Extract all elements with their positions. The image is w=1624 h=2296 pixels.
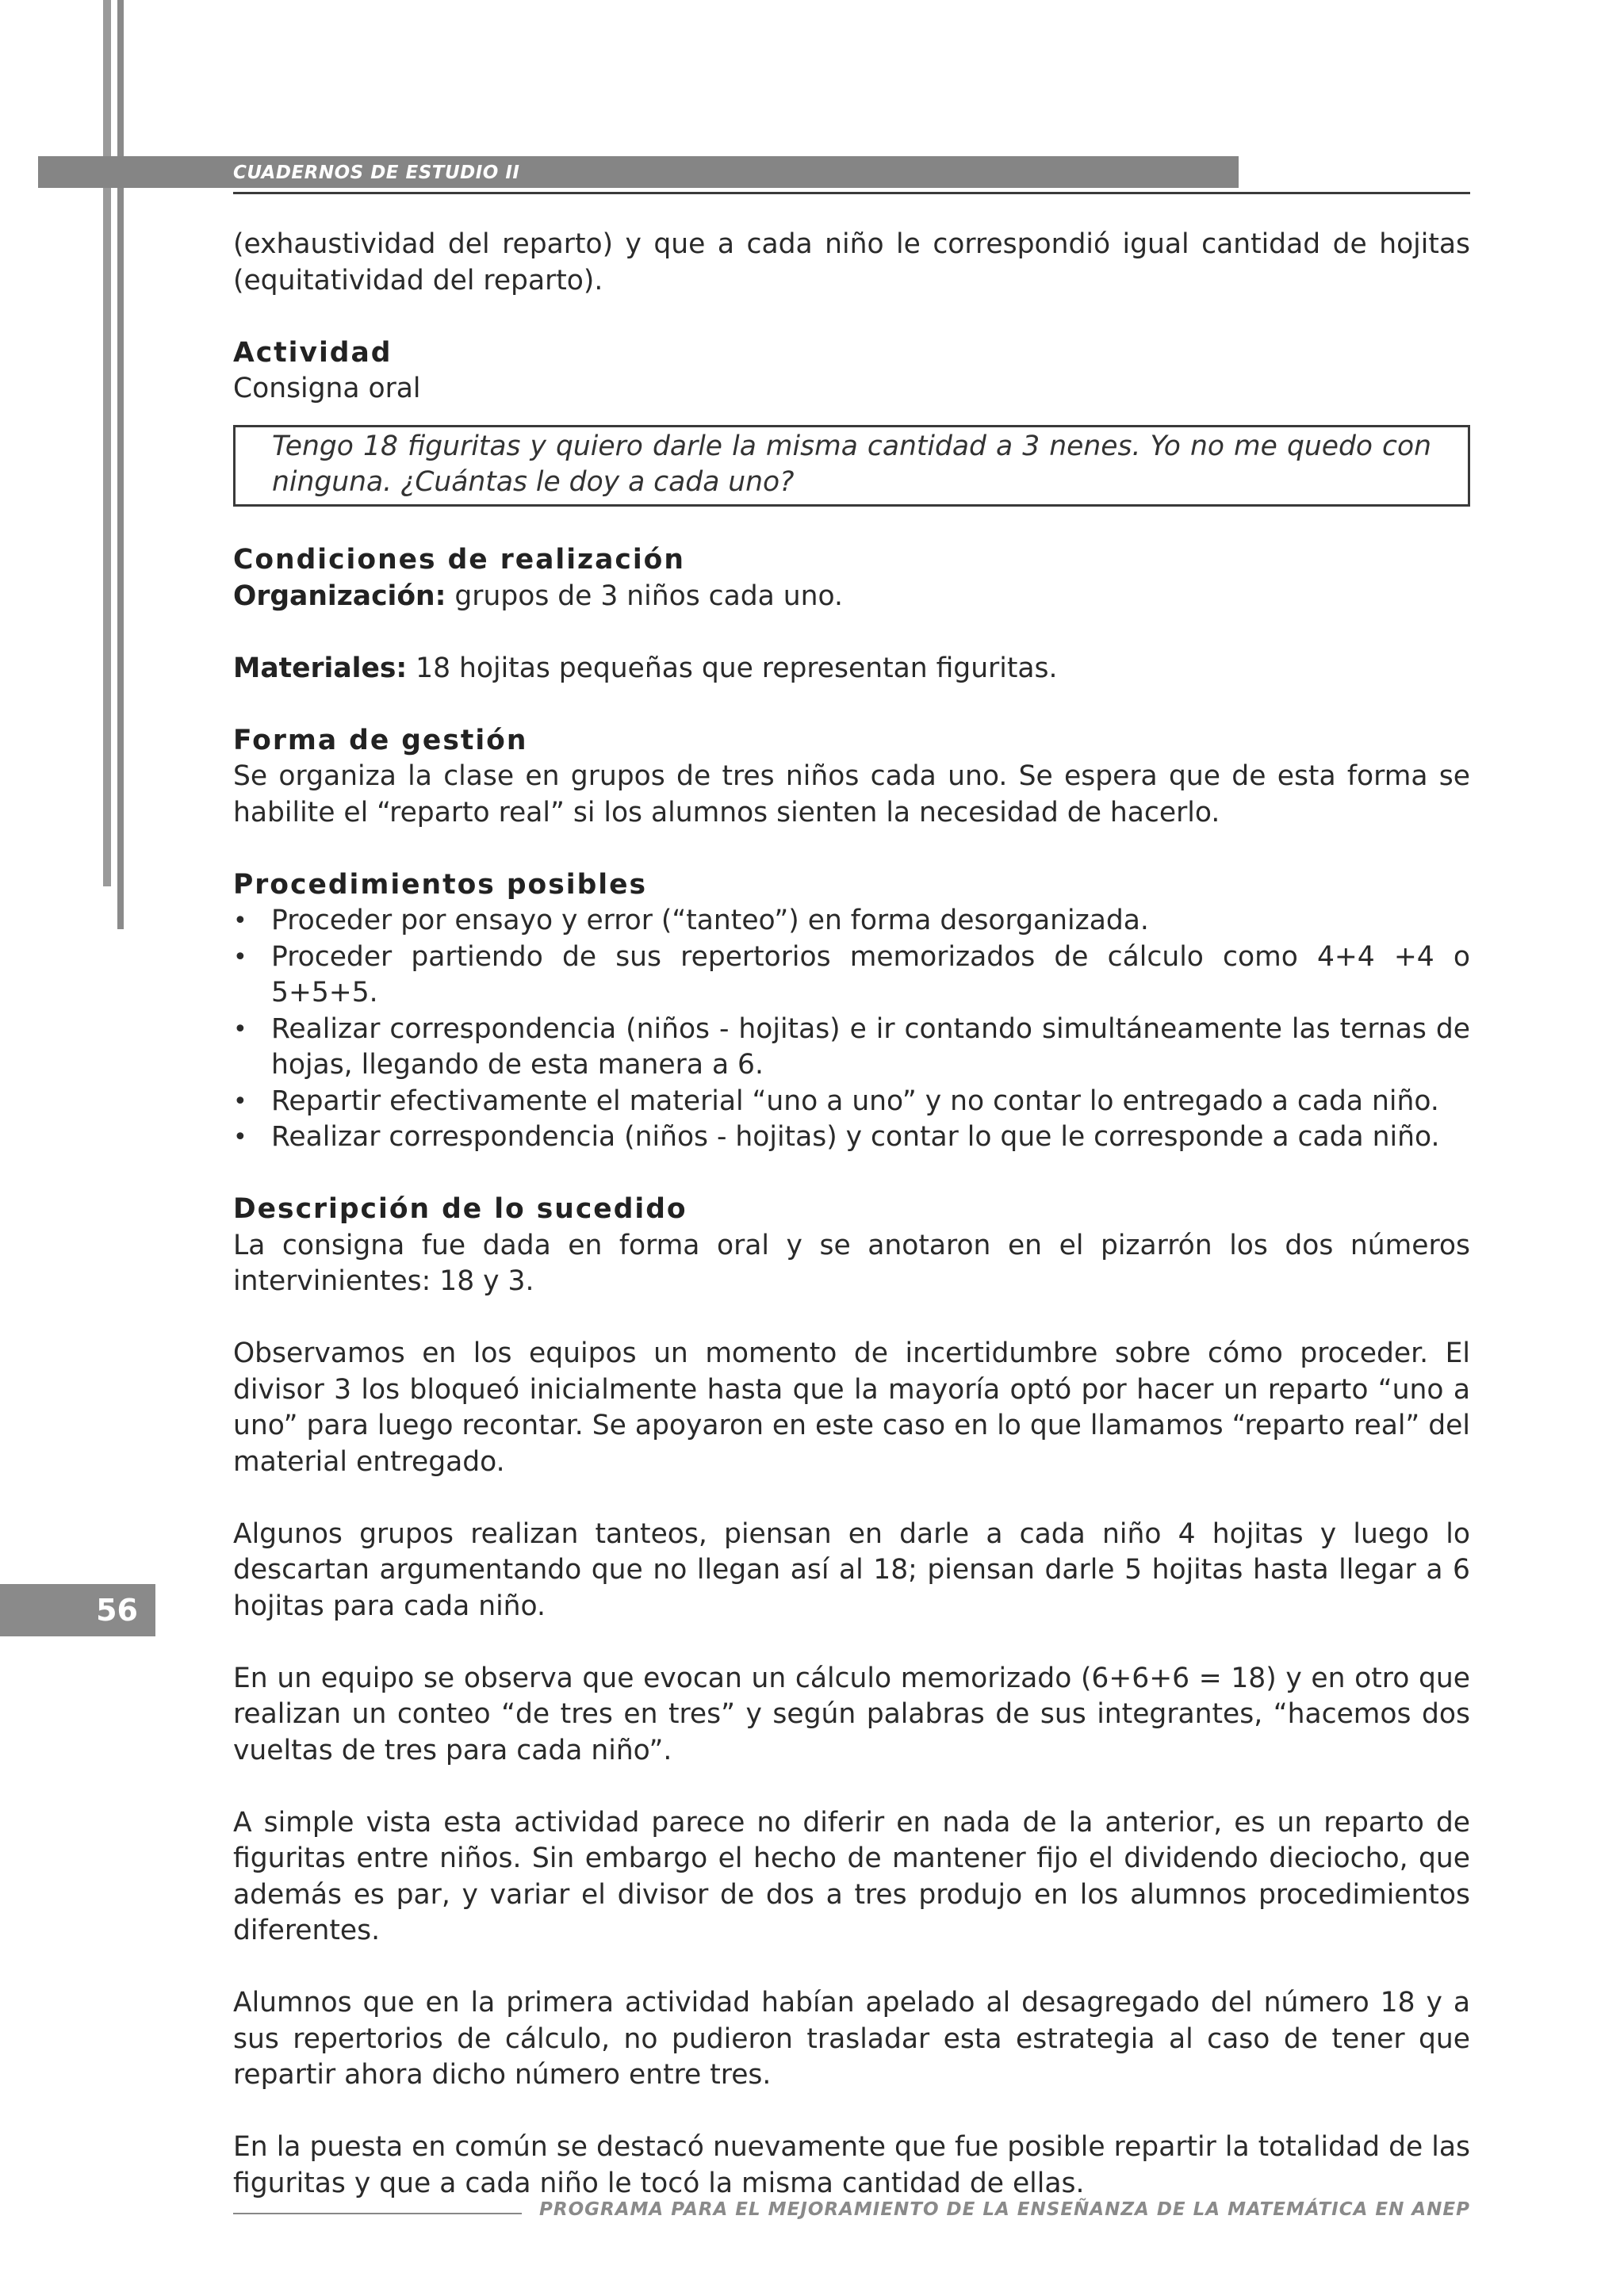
header-rule [233,192,1470,194]
description-heading: Descripción de lo sucedido [233,1193,688,1225]
organization-text: grupos de 3 niños cada uno. [446,580,843,612]
procedures-heading: Procedimientos posibles [233,868,648,901]
description-paragraph: La consigna fue dada en forma oral y se anotaron en el pizarrón los dos números intervinientes: 18 y 3. [233,1229,1470,1297]
organization-label: Organización: [233,580,446,612]
intro-paragraph: (exhaustividad del reparto) y que a cada niño le correspondió igual cantidad de hojitas (equitatividad del reparto). [233,228,1470,297]
running-header: CUADERNOS DE ESTUDIO II [233,163,520,183]
list-item: • Proceder por ensayo y error (“tanteo”) en forma desorganizada. [233,903,1470,939]
management-paragraph: Se organiza la clase en grupos de tres niños cada uno. Se espera que de esta forma se habilite el “reparto real” si los alumnos sienten la necesidad de hacerlo. [233,760,1470,828]
description-paragraph: En la puesta en común se destacó nuevamente que fue posible repartir la totalidad de las figuritas y que a cada niño le tocó la misma cantidad de ellas. [233,2131,1470,2199]
management-heading: Forma de gestión [233,724,528,756]
prompt-box [233,425,1470,507]
header-band [38,156,1239,188]
materials-text: 18 hojitas pequeñas que representan figuritas. [407,652,1058,684]
decorative-vertical-bar-thin [117,0,124,929]
running-footer: PROGRAMA PARA EL MEJORAMIENTO DE LA ENSEÑANZA DE LA MATEMÁTICA EN ANEP [539,2199,1470,2220]
conditions-heading: Condiciones de realización [233,544,685,576]
list-item: • Proceder partiendo de sus repertorios memorizados de cálculo como 4+4 +4 o 5+5+5. [233,939,1470,1012]
description-paragraph: En un equipo se observa que evocan un cálculo memorizado (6+6+6 = 18) y en otro que realizan un conteo “de tres en tres” y según palabras de sus integrantes, “hacemos dos vueltas de tres para cada niño”. [233,1662,1470,1766]
decorative-vertical-bar [103,0,111,886]
page-number-badge: 56 [0,1584,155,1636]
materials-label: Materiales: [233,652,408,684]
materials-line [233,651,1470,687]
activity-subheading: Consigna oral [233,373,421,404]
list-item: • Realizar correspondencia (niños - hojitas) e ir contando simultáneamente las ternas de hojas, llegando de esta manera a 6. [233,1012,1470,1084]
footer-rule [233,2213,522,2214]
procedures-list [233,903,1470,1156]
activity-heading: Actividad [233,336,393,369]
description-paragraph: Alumnos que en la primera actividad habían apelado al desagregado del número 18 y a sus repertorios de cálculo, no pudieron trasladar esta estrategia al caso de tener que repartir ahora dicho número entre tres. [233,1987,1470,2091]
page-content [233,227,1470,2202]
description-paragraph: Observamos en los equipos un momento de incertidumbre sobre cómo proceder. El divisor 3 los bloqueó inicialmente hasta que la mayoría optó por hacer un reparto “uno a uno” para luego recontar. Se apoyaron en este caso en lo que llamamos “reparto real” del material entregado. [233,1337,1470,1478]
list-item: • Repartir efectivamente el material “uno a uno” y no contar lo entregado a cada niño. [233,1084,1470,1120]
list-item: • Realizar correspondencia (niños - hojitas) y contar lo que le corresponde a cada niño. [233,1119,1470,1156]
organization-line [233,579,1470,615]
description-paragraph: Algunos grupos realizan tanteos, piensan en darle a cada niño 4 hojitas y luego lo descartan argumentando que no llegan así al 18; piensan darle 5 hojitas hasta llegar a 6 hojitas para cada niño. [233,1517,1470,1622]
description-paragraph: A simple vista esta actividad parece no diferir en nada de la anterior, es un reparto de figuritas entre niños. Sin embargo el hecho de mantener fijo el dividendo dieciocho, que además es par, y variar el divisor de dos a tres produjo en los alumnos procedimientos diferentes. [233,1806,1470,1946]
prompt-text: Tengo 18 figuritas y quiero darle la misma cantidad a 3 nenes. Yo no me quedo con ninguna. ¿Cuántas le doy a cada uno? [272,430,1431,498]
